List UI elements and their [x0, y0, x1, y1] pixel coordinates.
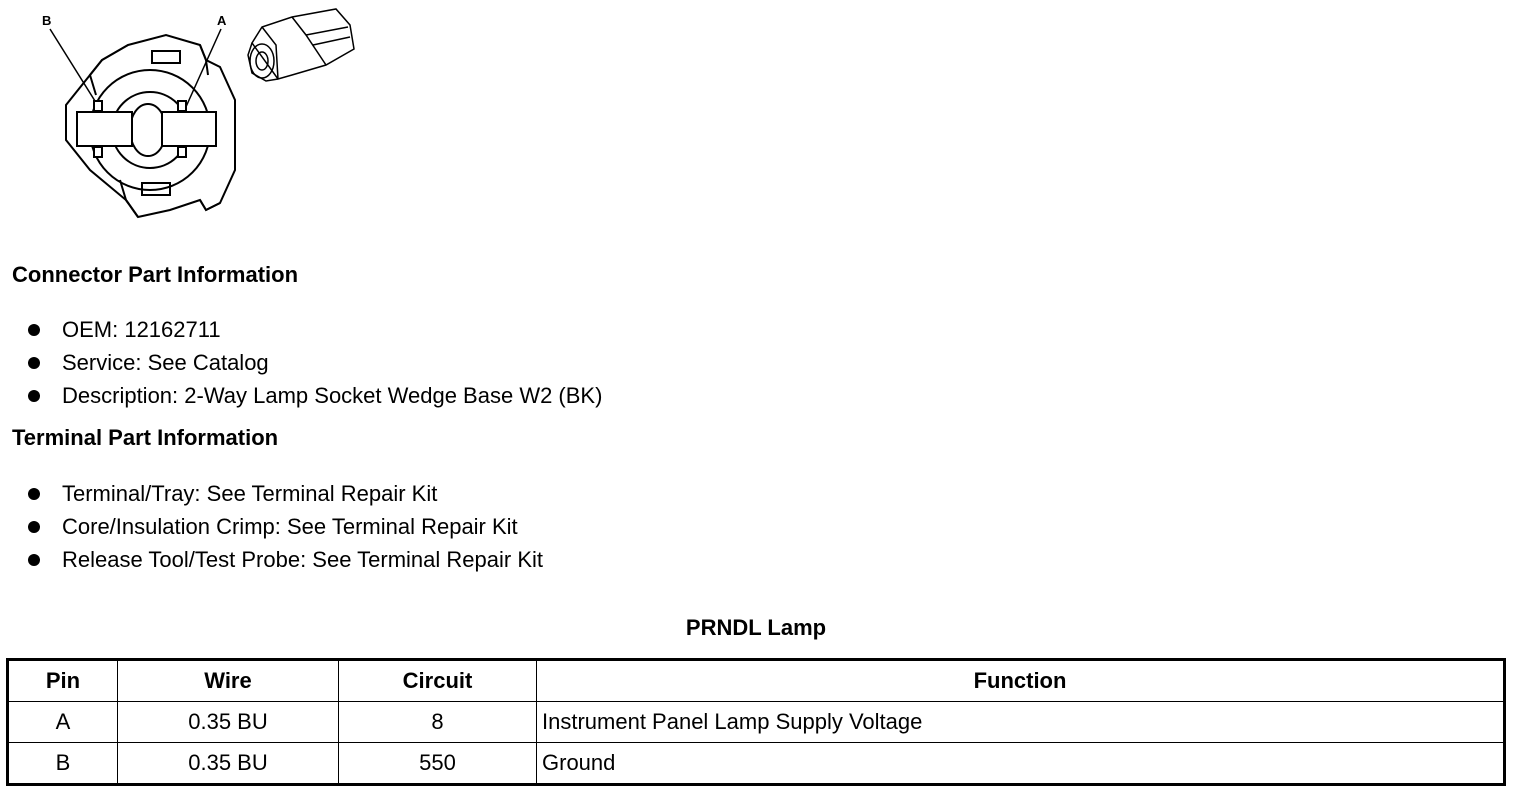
socket-side-view: [248, 9, 354, 81]
header-circuit: Circuit: [339, 660, 537, 702]
bullet-icon: [28, 390, 40, 402]
bullet-icon: [28, 554, 40, 566]
table-header-row: [8, 660, 1505, 702]
pin-a-label: A: [217, 13, 227, 28]
list-item: Release Tool/Test Probe: See Terminal Repair Kit: [28, 546, 543, 579]
bullet-icon: [28, 521, 40, 533]
cell-circuit: 550: [339, 743, 537, 785]
list-item: Core/Insulation Crimp: See Terminal Repair Kit: [28, 513, 543, 546]
header-wire: Wire: [118, 660, 339, 702]
cell-function: Ground: [537, 743, 1505, 785]
connector-part-info-list: [28, 316, 602, 415]
cell-pin: A: [8, 702, 118, 743]
cell-pin: B: [8, 743, 118, 785]
terminal-part-info-heading: Terminal Part Information: [12, 425, 279, 450]
cell-circuit: 8: [339, 702, 537, 743]
bullet-icon: [28, 488, 40, 500]
cell-wire: 0.35 BU: [118, 743, 339, 785]
bullet-icon: [28, 357, 40, 369]
pin-b-label: B: [42, 13, 52, 28]
list-item: OEM: 12162711: [28, 316, 602, 349]
cell-function: Instrument Panel Lamp Supply Voltage: [537, 702, 1505, 743]
connector-face-diagram: [30, 5, 370, 230]
list-item: Description: 2-Way Lamp Socket Wedge Base W2 (BK): [28, 382, 602, 415]
list-item: Service: See Catalog: [28, 349, 602, 382]
pin-out-table: [6, 658, 1506, 786]
header-function: Function: [537, 660, 1505, 702]
table-title: PRNDL Lamp: [685, 615, 827, 640]
table-row: [8, 743, 1505, 785]
bullet-icon: [28, 324, 40, 336]
cell-wire: 0.35 BU: [118, 702, 339, 743]
connector-part-info-heading: Connector Part Information: [12, 262, 299, 287]
terminal-part-info-list: [28, 480, 543, 579]
table-row: [8, 702, 1505, 743]
header-pin: Pin: [8, 660, 118, 702]
socket-face: [66, 35, 235, 217]
list-item: Terminal/Tray: See Terminal Repair Kit: [28, 480, 543, 513]
